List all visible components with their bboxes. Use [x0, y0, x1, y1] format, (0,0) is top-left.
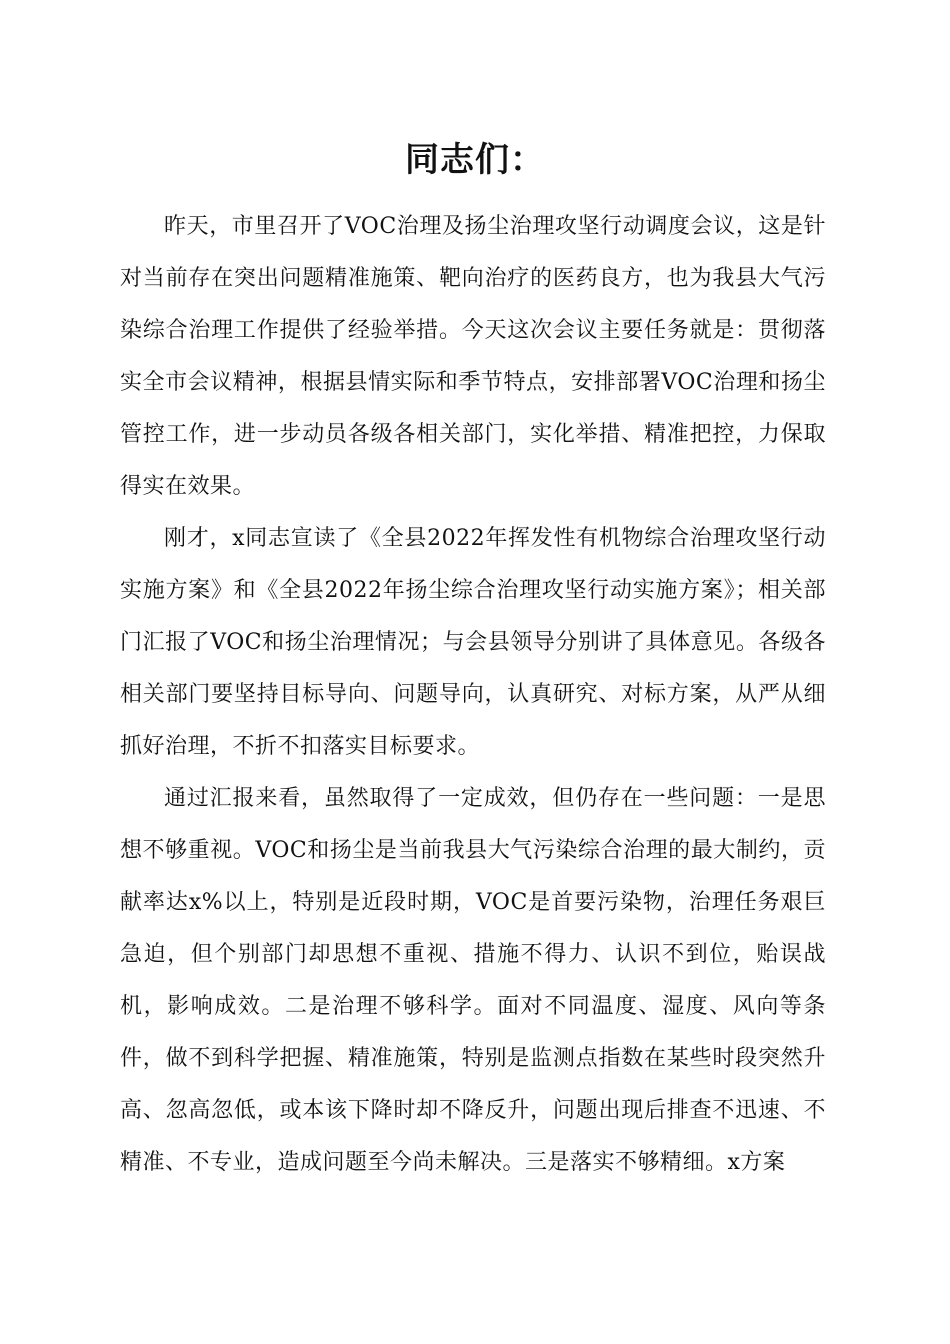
paragraph-2: 刚才，x同志宣读了《全县2022年挥发性有机物综合治理攻坚行动实施方案》和《全县2022年扬尘综合治理攻坚行动实施方案》；相关部门汇报了VOC和扬尘治理情况；与会县领导分别讲了具体意见。各级各相关部门要坚持目标导向、问题导向，认真研究、对标方案，从严从细抓好治理，不折不扣落实目标要求。 [120, 526, 826, 759]
page-title: 同志们： [405, 140, 545, 180]
document-body [120, 201, 826, 1189]
paragraph-3: 通过汇报来看，虽然取得了一定成效，但仍存在一些问题：一是思想不够重视。VOC和扬尘是当前我县大气污染综合治理的最大制约，贡献率达x%以上，特别是近段时期，VOC是首要污染物，治理任务艰巨急迫，但个别部门却思想不重视、措施不得力、认识不到位，贻误战机，影响成效。二是治理不够科学。面对不同温度、湿度、风向等条件，做不到科学把握、精准施策，特别是监测点指数在某些时段突然升高、忽高忽低，或本该下降时却不降反升，问题出现后排查不迅速、不精准、不专业，造成问题至今尚未解决。三是落实不够精细。x方案 [120, 786, 826, 1175]
paragraph-1: 昨天，市里召开了VOC治理及扬尘治理攻坚行动调度会议，这是针对当前存在突出问题精准施策、靶向治疗的医药良方，也为我县大气污染综合治理工作提供了经验举措。今天这次会议主要任务就是：贯彻落实全市会议精神，根据县情实际和季节特点，安排部署VOC治理和扬尘管控工作，进一步动员各级各相关部门，实化举措、精准把控，力保取得实在效果。 [120, 214, 826, 499]
